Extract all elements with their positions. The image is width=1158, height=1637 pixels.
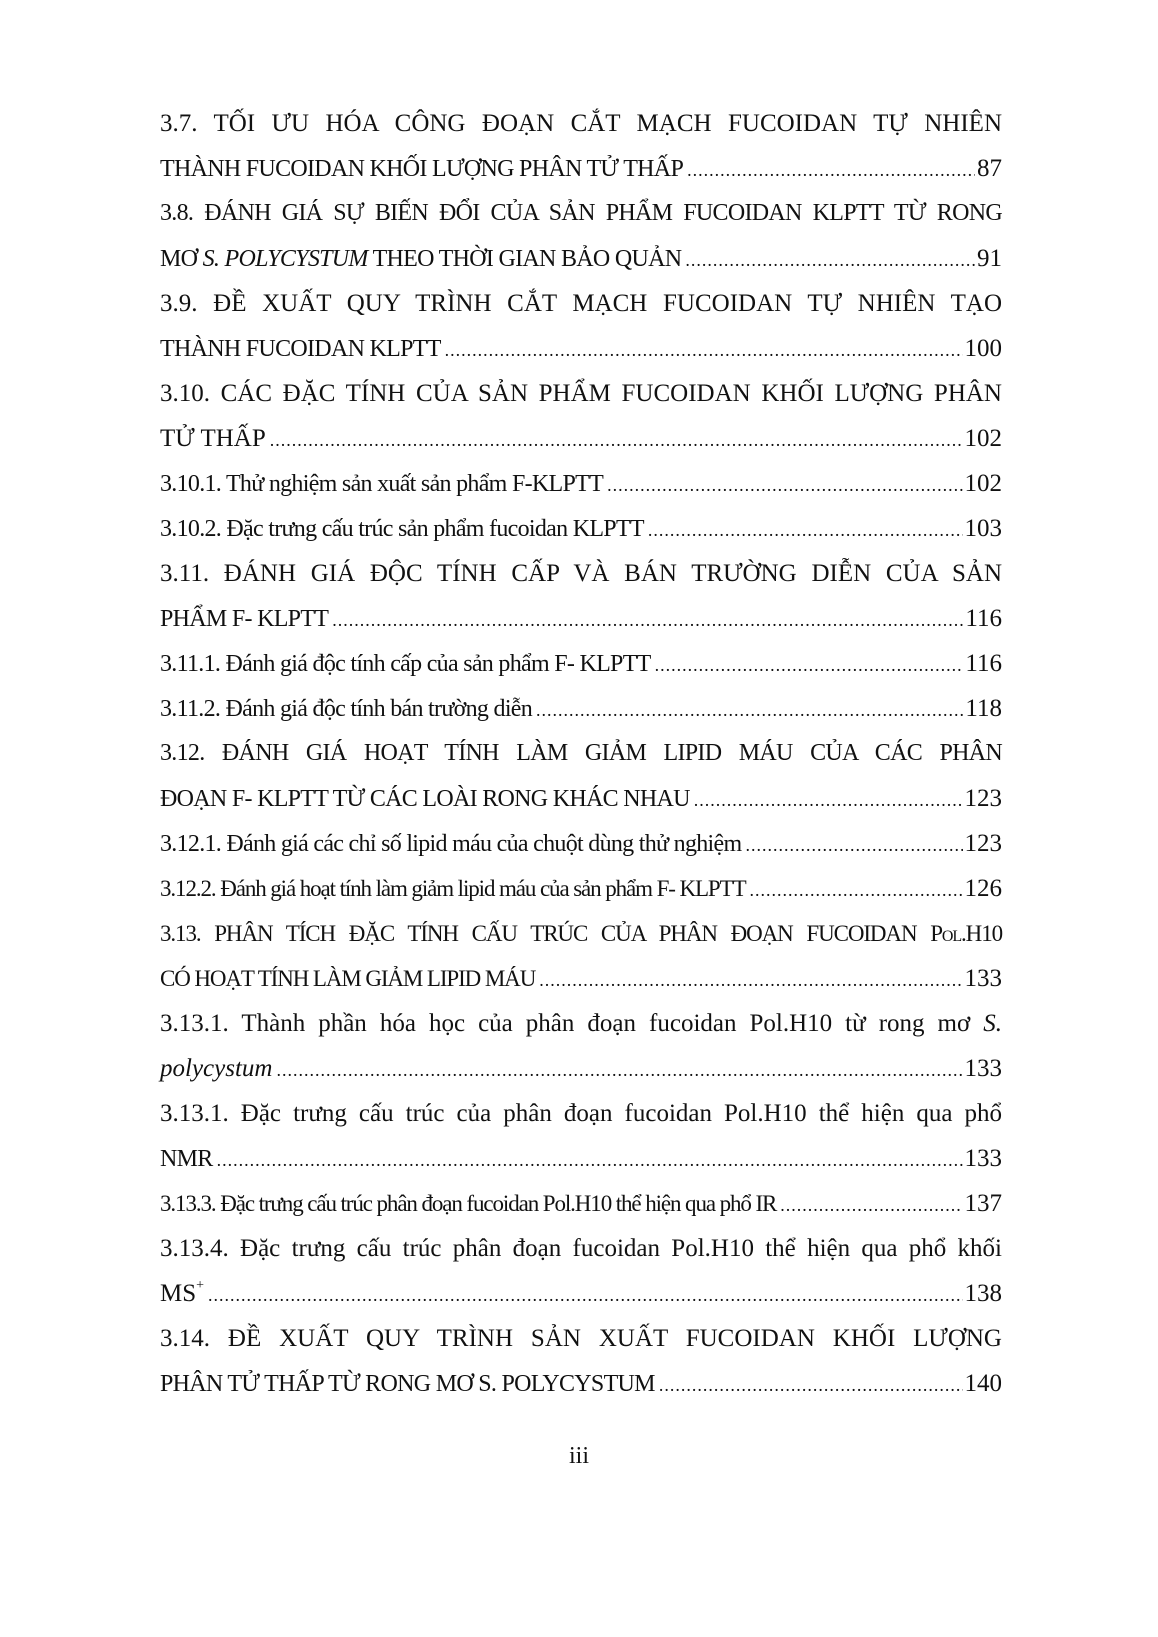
toc-entry-3-14-line1[interactable] [160,1316,1002,1361]
toc-entry-3-9-line1[interactable] [160,281,1002,326]
dot-leader [208,1273,962,1318]
toc-page-number: 118 [965,695,1002,722]
toc-entry-3-13-1a-line2[interactable] [160,1046,1002,1091]
toc-entry-3-10-1[interactable] [160,461,1002,506]
dot-leader [687,148,975,193]
toc-entry-3-13-line2[interactable] [160,956,1002,1001]
toc-entry-3-11-2[interactable] [160,686,1002,731]
toc-text-smallcaps: Pol [930,921,962,946]
toc-page-number: 91 [977,245,1002,272]
table-of-contents [160,101,1002,1406]
toc-entry-3-10-2[interactable] [160,506,1002,551]
toc-text-pre: 3.13. PHÂN TÍCH ĐẶC TÍNH CẤU TRÚC CỦA PHÂN ĐOẠN FUCOIDAN [160,921,931,946]
toc-text-post: THEO THỜI GIAN BẢO QUẢN [367,246,682,272]
toc-heading-text [160,911,1002,956]
dot-leader [276,1048,962,1093]
toc-heading-text: TỬ THẤP [160,425,266,452]
toc-heading-text: 3.14. ĐỀ XUẤT QUY TRÌNH SẢN XUẤT FUCOIDAN KHỐI LƯỢNG [160,1325,1002,1352]
toc-heading-text: THÀNH FUCOIDAN KLPTT [160,336,441,362]
toc-heading-text: CÓ HOẠT TÍNH LÀM GIẢM LIPID MÁU [160,966,536,991]
dot-leader [648,508,963,553]
dot-leader [270,418,963,463]
toc-subheading-text: 3.12.2. Đánh giá hoạt tính làm giảm lipid máu của sản phẩm F- KLPTT [160,876,746,901]
toc-page-number: 116 [965,605,1002,632]
toc-entry-3-13-4-line1[interactable] [160,1226,1002,1271]
dot-leader [539,958,962,1003]
toc-entry-3-13-1b-line1[interactable] [160,1091,1002,1136]
dot-leader [445,328,963,373]
toc-entry-3-7-line1[interactable] [160,101,1002,146]
dot-leader [750,868,963,913]
toc-entry-3-11-line1[interactable] [160,551,1002,596]
toc-entry-3-14-line2[interactable] [160,1361,1002,1406]
dot-leader [745,823,962,868]
toc-subheading-text [160,1271,204,1316]
toc-heading-text: 3.12. ĐÁNH GIÁ HOẠT TÍNH LÀM GIẢM LIPID MÁU CỦA CÁC PHÂN [160,740,1002,766]
toc-page-number: 126 [964,875,1002,902]
dot-leader [780,1183,962,1228]
toc-heading-text: ĐOẠN F- KLPTT TỪ CÁC LOÀI RONG KHÁC NHAU [160,786,690,812]
toc-heading-text: 3.11. ĐÁNH GIÁ ĐỘC TÍNH CẤP VÀ BÁN TRƯỜNG DIỄN CỦA SẢN [160,560,1002,587]
toc-heading-text: PHẨM F- KLPTT [160,606,329,632]
toc-page-number: 123 [964,830,1002,857]
toc-page-number: 100 [964,335,1002,362]
species-name-italic: polycystum [160,1055,273,1082]
toc-heading-text [160,237,681,282]
toc-subheading-text: 3.10.2. Đặc trưng cấu trúc sản phẩm fucoidan KLPTT [160,516,644,542]
toc-heading-text: 3.9. ĐỀ XUẤT QUY TRÌNH CẮT MẠCH FUCOIDAN TỰ NHIÊN TẠO [160,290,1002,317]
toc-heading-text: 3.10. CÁC ĐẶC TÍNH CỦA SẢN PHẨM FUCOIDAN KHỐI LƯỢNG PHÂN [160,380,1002,407]
toc-page-number: 133 [964,965,1002,992]
superscript-plus: + [196,1278,205,1293]
species-name-italic: S. POLYCYSTUM [202,246,368,272]
toc-page-number: 87 [977,155,1002,182]
dot-leader [536,688,963,733]
toc-entry-3-13-4-line2[interactable] [160,1271,1002,1316]
toc-subheading-text: 3.13.3. Đặc trưng cấu trúc phân đoạn fucoidan Pol.H10 thể hiện qua phổ IR [160,1191,777,1216]
toc-page-number: 102 [964,425,1002,452]
toc-subheading-text: 3.11.2. Đánh giá độc tính bán trường diễn [160,696,533,722]
toc-entry-3-13-line1[interactable] [160,911,1002,956]
toc-page-number: 103 [964,515,1002,542]
toc-subheading-text: 3.11.1. Đánh giá độc tính cấp của sản phẩm F- KLPTT [160,651,651,677]
toc-subheading-text: NMR [160,1146,213,1172]
toc-text-post: .H10 [961,921,1002,946]
toc-subheading-text: 3.10.1. Thử nghiệm sản xuất sản phẩm F-KLPTT [160,471,604,497]
toc-heading-text: 3.8. ĐÁNH GIÁ SỰ BIẾN ĐỔI CỦA SẢN PHẨM FUCOIDAN KLPTT TỪ RONG [160,200,1002,226]
toc-page-number: 133 [964,1145,1002,1172]
dot-leader [217,1138,963,1183]
toc-subheading-text: 3.13.4. Đặc trưng cấu trúc phân đoạn fucoidan Pol.H10 thể hiện qua phổ khối [160,1235,1002,1262]
toc-text-pre: MƠ [160,246,203,272]
dot-leader [685,238,975,283]
dot-leader [607,463,962,508]
page-number-footer: iii [568,1443,589,1469]
dot-leader [332,598,963,643]
toc-entry-3-12-line2[interactable] [160,776,1002,821]
toc-entry-3-13-3[interactable] [160,1181,1002,1226]
toc-heading-text: THÀNH FUCOIDAN KHỐI LƯỢNG PHÂN TỬ THẤP [160,156,684,182]
toc-heading-text: PHÂN TỬ THẤP TỪ RONG MƠ S. POLYCYSTUM [160,1371,655,1397]
toc-text: MS [160,1280,197,1307]
toc-page-number: 123 [964,785,1002,812]
toc-page-number: 116 [965,650,1002,677]
dot-leader [655,643,964,688]
toc-page-number: 137 [964,1190,1002,1217]
dot-leader [659,1363,963,1408]
toc-entry-3-11-1[interactable] [160,641,1002,686]
toc-entry-3-11-line2[interactable] [160,596,1002,641]
toc-entry-3-13-1b-line2[interactable] [160,1136,1002,1181]
dot-leader [694,778,963,823]
toc-entry-3-12-line1[interactable] [160,731,1002,776]
species-name-italic: S. [983,1010,1002,1037]
toc-subheading-text: 3.13.1. Đặc trưng cấu trúc của phân đoạn fucoidan Pol.H10 thể hiện qua phổ [160,1100,1002,1127]
toc-page-number: 133 [964,1055,1002,1082]
toc-page-number: 140 [964,1370,1002,1397]
toc-subheading-text [160,1001,1002,1046]
toc-entry-3-8-line2[interactable] [160,236,1002,281]
toc-page-number: 102 [964,470,1002,497]
toc-entry-3-12-2[interactable] [160,866,1002,911]
toc-entry-3-7-line2[interactable] [160,146,1002,191]
toc-text-pre: 3.13.1. Thành phần hóa học của phân đoạn fucoidan Pol.H10 từ rong mơ [160,1010,984,1037]
toc-page-number: 138 [964,1280,1002,1307]
toc-entry-3-10-line1[interactable] [160,371,1002,416]
toc-entry-3-12-1[interactable] [160,821,1002,866]
toc-entry-3-13-1a-line1[interactable] [160,1001,1002,1046]
toc-entry-3-9-line2[interactable] [160,326,1002,371]
toc-subheading-text: 3.12.1. Đánh giá các chỉ số lipid máu của chuột dùng thử nghiệm [160,831,742,857]
toc-heading-text: 3.7. TỐI ƯU HÓA CÔNG ĐOẠN CẮT MẠCH FUCOIDAN TỰ NHIÊN [160,110,1002,137]
toc-entry-3-10-line2[interactable] [160,416,1002,461]
toc-entry-3-8-line1[interactable] [160,191,1002,236]
